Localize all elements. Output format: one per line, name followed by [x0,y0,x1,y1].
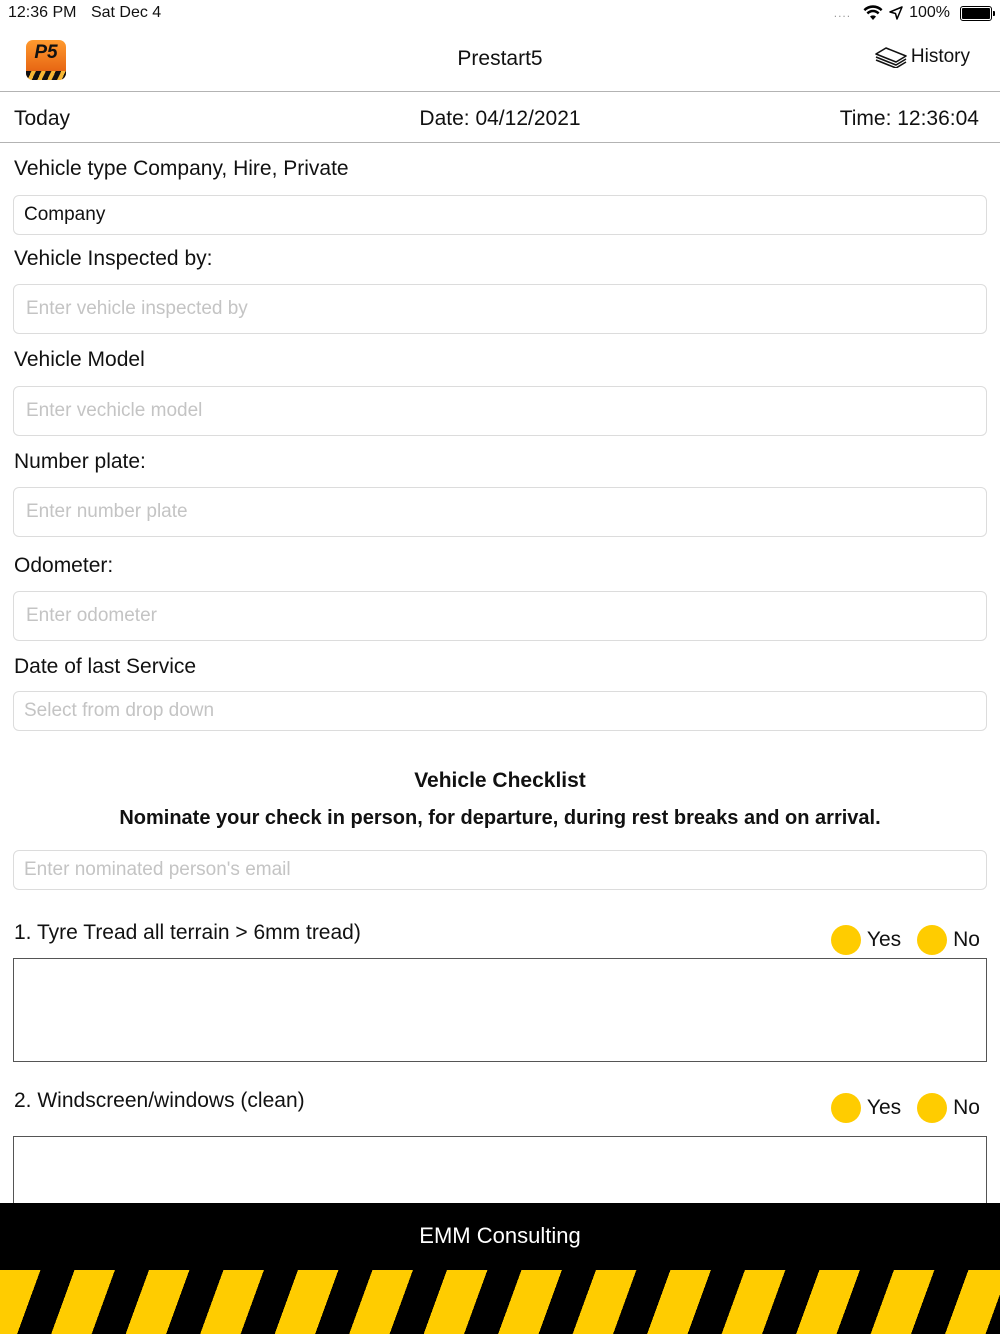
wifi-icon [863,5,883,21]
vehicle-model-placeholder: Enter vechicle model [26,400,203,421]
no-radio[interactable] [917,925,947,955]
number-plate-placeholder: Enter number plate [26,501,188,522]
location-arrow-icon [889,6,903,20]
yes-label: Yes [866,1096,902,1119]
checklist-subtitle: Nominate your check in person, for departure, during rest breaks and on arrival. [119,807,881,829]
time-label: Time: 12:36:04 [839,107,979,130]
vehicle-type-value: Company [24,204,106,225]
page-title: Prestart5 [457,47,543,70]
no-radio[interactable] [917,1093,947,1123]
last-service-dropdown[interactable] [13,691,987,731]
status-right [834,4,992,22]
history-stack-icon [874,46,908,68]
date-label: Date: 04/12/2021 [419,107,581,130]
footer [0,1203,1000,1334]
date-row [0,93,1000,143]
checklist-item-label: 2. Windscreen/windows (clean) [14,1089,305,1112]
nav-bar [0,28,1000,92]
battery-percent: 100% [909,4,950,21]
vehicle-model-input[interactable] [13,386,987,436]
no-label: No [953,1096,980,1119]
yes-radio[interactable] [831,925,861,955]
checklist-item-label: 1. Tyre Tread all terrain > 6mm tread) [14,921,361,944]
yes-label: Yes [866,928,902,951]
checklist-item-1-radio-group [831,925,980,955]
odometer-label: Odometer: [14,554,114,577]
checklist-item-1-notes[interactable] [13,958,987,1062]
history-button[interactable] [874,46,970,68]
checklist-title: Vehicle Checklist [414,769,586,792]
last-service-placeholder: Select from drop down [24,700,215,721]
inspected-by-input[interactable] [13,284,987,334]
battery-icon [960,6,992,21]
odometer-placeholder: Enter odometer [26,605,157,626]
vehicle-model-label: Vehicle Model [14,348,145,371]
number-plate-label: Number plate: [14,450,146,473]
yes-radio[interactable] [831,1093,861,1123]
hazard-stripes [0,1270,1000,1334]
inspected-by-label: Vehicle Inspected by: [14,247,213,270]
checklist-item-2-radio-group [831,1093,980,1123]
nominated-email-placeholder: Enter nominated person's email [24,859,291,880]
status-bar [0,0,1000,28]
history-label: History [910,46,970,67]
vehicle-type-select[interactable] [13,195,987,235]
last-service-label: Date of last Service [14,655,197,678]
status-date: Sat Dec 4 [90,4,162,21]
logo-text: P5 [34,42,58,63]
number-plate-input[interactable] [13,487,987,537]
no-label: No [953,928,980,951]
vehicle-type-label: Vehicle type Company, Hire, Private [14,157,349,180]
status-left [8,4,171,22]
inspected-by-placeholder: Enter vehicle inspected by [26,298,248,319]
status-time: 12:36 PM [8,4,77,21]
today-label: Today [14,107,71,130]
logo-stripes [26,71,66,80]
footer-text: EMM Consulting [419,1223,581,1248]
nominated-email-input[interactable] [13,850,987,890]
cellular-signal-icon: .... [833,6,852,20]
odometer-input[interactable] [13,591,987,641]
